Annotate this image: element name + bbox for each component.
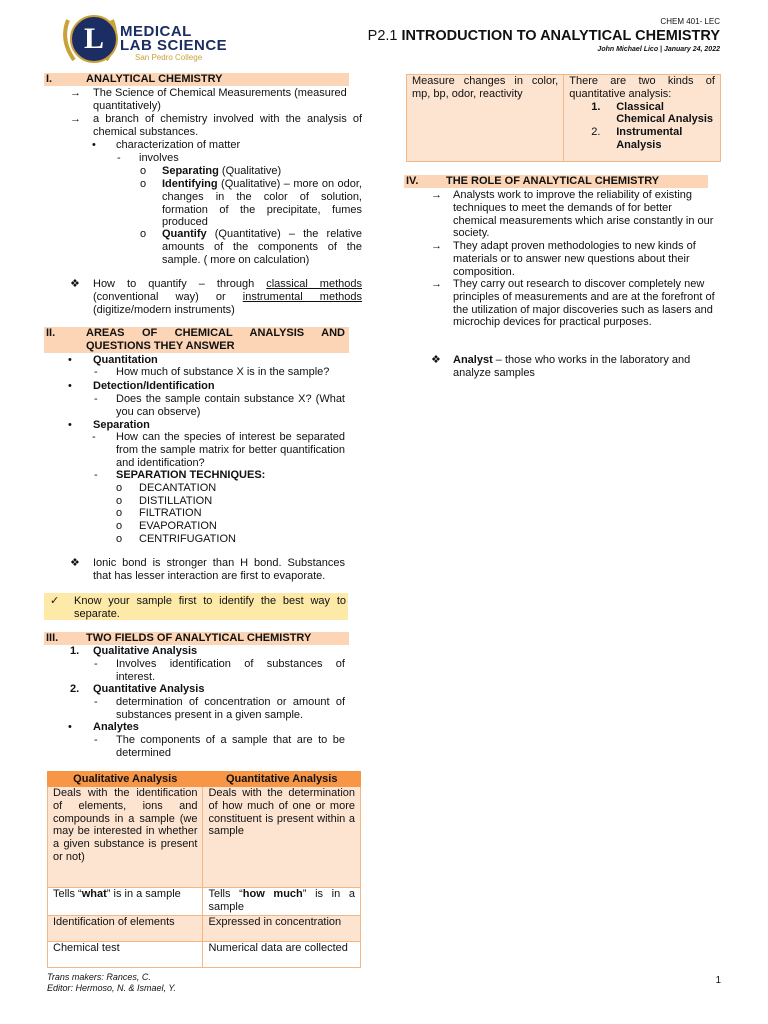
comparison-table bbox=[47, 771, 361, 968]
table-cell bbox=[564, 75, 721, 162]
bullet-icon: • bbox=[68, 354, 72, 366]
s1-bullet-2: a branch of chemistry involved with the analysis of chemical substances. bbox=[93, 113, 362, 138]
s2-quantitation-desc: How much of substance X is in the sample? bbox=[116, 366, 330, 378]
circle-bullet-icon: o bbox=[116, 507, 123, 520]
table-row bbox=[48, 941, 361, 967]
list-num: 1. bbox=[591, 100, 601, 113]
footer-trans-makers: Trans makers: Rances, C. bbox=[47, 972, 151, 982]
table-cell: Measure changes in color, mp, bp, odor, reactivity bbox=[407, 75, 564, 162]
dash-icon: - bbox=[94, 696, 98, 708]
section-num: II. bbox=[46, 327, 56, 339]
s4-bullet-1: Analysts work to improve the reliability of existing techniques to meet the demands of for better chemical measurements which arise constantly in our society. bbox=[453, 189, 714, 240]
s1-dash-1: involves bbox=[139, 152, 179, 164]
text: Tells “ bbox=[208, 888, 243, 900]
logo-sub: San Pedro College bbox=[135, 53, 203, 62]
section-num: I. bbox=[46, 73, 53, 85]
circle-bullet-icon: o bbox=[116, 532, 123, 545]
circle-bullet-icon: o bbox=[140, 178, 147, 190]
section-3-header bbox=[44, 632, 349, 645]
section-title: AREAS OF CHEMICAL ANALYSIS AND QUESTIONS THEY ANSWER bbox=[86, 327, 345, 352]
section-title: TWO FIELDS OF ANALYTICAL CHEMISTRY bbox=[86, 632, 312, 644]
bullet-icon: • bbox=[68, 380, 72, 392]
section-num: IV. bbox=[406, 175, 419, 187]
callout-text: Know your sample first to identify the best way to separate. bbox=[74, 595, 346, 620]
dash-icon: - bbox=[94, 393, 98, 405]
text: Classical Chemical Analysis bbox=[616, 100, 714, 126]
list-item bbox=[569, 101, 715, 127]
term-desc: (Qualitative) – more on odor, changes in the color of solution, formation of the precipitate, fumes produced bbox=[162, 178, 362, 229]
table-cell: Deals with the determination of how much of one or more constituent is present within a sample bbox=[203, 787, 361, 888]
technique-item: DISTILLATION bbox=[139, 494, 213, 507]
bullet-icon: • bbox=[92, 139, 96, 151]
table-cell bbox=[48, 888, 203, 916]
arrow-icon: → bbox=[70, 113, 81, 125]
s3-field-2: Quantitative Analysis bbox=[93, 683, 205, 695]
dash-icon: - bbox=[94, 366, 98, 378]
text: ” is in a sample bbox=[106, 888, 181, 900]
term-desc: (Qualitative) bbox=[218, 165, 282, 177]
s2-detection: Detection/Identification bbox=[93, 380, 215, 392]
term: Identifying bbox=[162, 178, 218, 190]
s2-detection-desc: Does the sample contain substance X? (What you can observe) bbox=[116, 393, 345, 418]
circle-bullet-icon: o bbox=[116, 494, 123, 507]
table-row bbox=[48, 888, 361, 916]
footer-credits bbox=[47, 972, 176, 994]
term-desc: (Quantitative) – the relative amounts of the components of the sample. ( more on calculation) bbox=[162, 228, 362, 266]
list-num: 1. bbox=[70, 645, 80, 657]
table-header-row bbox=[48, 772, 361, 787]
term-desc: – those who works in the laboratory and analyze samples bbox=[453, 354, 691, 379]
quantitative-kinds-table bbox=[406, 74, 721, 162]
table-row bbox=[407, 75, 721, 162]
s2-separation-desc: How can the species of interest be separated from the sample matrix for better quantification and identification? bbox=[116, 431, 345, 469]
s2-techniques-title: SEPARATION TECHNIQUES: bbox=[116, 469, 266, 481]
bullet-icon: • bbox=[68, 419, 72, 431]
s1-sub-1: characterization of matter bbox=[116, 139, 241, 151]
diamond-icon: ❖ bbox=[431, 354, 441, 366]
footer-editor: Editor: Hermoso, N. & Ismael, Y. bbox=[47, 983, 177, 993]
text: ” is in a sample bbox=[208, 888, 355, 913]
table-row bbox=[48, 787, 361, 888]
bullet-icon: • bbox=[68, 721, 72, 733]
list-num: 2. bbox=[70, 683, 80, 695]
logo-letter: L bbox=[70, 15, 118, 63]
list-item bbox=[569, 126, 715, 152]
text: (conventional way) or bbox=[93, 290, 243, 303]
table-header: Qualitative Analysis bbox=[48, 772, 203, 787]
underlined-term: classical methods bbox=[266, 278, 362, 290]
dash-icon: - bbox=[117, 152, 121, 164]
dash-icon: - bbox=[94, 469, 98, 481]
diamond-icon: ❖ bbox=[70, 557, 80, 569]
term: Quantify bbox=[162, 228, 207, 240]
technique-item: FILTRATION bbox=[139, 507, 202, 520]
table-cell: Chemical test bbox=[48, 941, 203, 967]
s2-quantitation: Quantitation bbox=[93, 354, 158, 366]
section-num: III. bbox=[46, 632, 59, 644]
section-2-header bbox=[44, 327, 349, 353]
s3-field-1: Qualitative Analysis bbox=[93, 645, 198, 657]
table-cell: Identification of elements bbox=[48, 915, 203, 941]
author-date: John Michael Lico | January 24, 2022 bbox=[597, 46, 720, 53]
table-row bbox=[48, 915, 361, 941]
dash-icon: - bbox=[94, 658, 98, 670]
term: Analyst bbox=[453, 354, 493, 366]
course-code: CHEM 401- LEC bbox=[660, 17, 720, 26]
technique-item: CENTRIFUGATION bbox=[139, 532, 236, 545]
section-title: ANALYTICAL CHEMISTRY bbox=[86, 73, 223, 85]
arrow-icon: → bbox=[70, 87, 81, 99]
table-header: Quantitative Analysis bbox=[203, 772, 361, 787]
text: how much bbox=[242, 888, 303, 900]
s1-item-identifying bbox=[162, 178, 362, 229]
s1-bullet-1: The Science of Chemical Measurements (measured quantitatively) bbox=[93, 87, 347, 112]
logo-line1: MEDICAL bbox=[120, 23, 192, 40]
dash-icon: - bbox=[94, 734, 98, 746]
text: Instrumental Analysis bbox=[616, 126, 683, 151]
s1-item-separating bbox=[162, 165, 362, 178]
diamond-icon: ❖ bbox=[70, 278, 80, 290]
page-number: 1 bbox=[715, 975, 721, 986]
logo-line2: LAB SCIENCE bbox=[120, 37, 228, 54]
table-cell: Expressed in concentration bbox=[203, 915, 361, 941]
circle-bullet-icon: o bbox=[140, 165, 147, 177]
text: what bbox=[81, 888, 107, 900]
text: How to quantify – through bbox=[93, 278, 267, 290]
circle-bullet-icon: o bbox=[116, 520, 123, 533]
circle-bullet-icon: o bbox=[116, 482, 123, 494]
arrow-icon: → bbox=[431, 278, 442, 290]
technique-item: EVAPORATION bbox=[139, 520, 217, 533]
arrow-icon: → bbox=[431, 189, 442, 201]
title-main: INTRODUCTION TO ANALYTICAL CHEMISTRY bbox=[401, 28, 720, 44]
s4-bullet-3: They carry out research to discover completely new principles of measurements and are at the forefront of the utilization of major discoveries such as lasers and microchip devices for practical purposes. bbox=[453, 278, 715, 329]
page-title bbox=[368, 28, 720, 44]
table-cell: Deals with the identification of elements, ions and compounds in a sample (we may be interested in whether a given substance is present or not) bbox=[48, 787, 203, 888]
arrow-icon: → bbox=[431, 240, 442, 252]
circle-bullet-icon: o bbox=[140, 228, 147, 240]
text: Tells “ bbox=[53, 888, 82, 900]
s3-field-1-desc: Involves identification of substances of interest. bbox=[116, 658, 345, 683]
s4-bullet-2: They adapt proven methodologies to new kinds of materials or to answer new questions about their composition. bbox=[453, 240, 696, 278]
check-icon: ✓ bbox=[50, 595, 60, 607]
s3-analytes: Analytes bbox=[93, 721, 139, 733]
s2-ionic-note: Ionic bond is stronger than H bond. Substances that has lesser interaction are first to evaporate. bbox=[93, 557, 345, 582]
list-num: 2. bbox=[591, 126, 601, 139]
s3-analytes-desc: The components of a sample that are to be determined bbox=[116, 734, 345, 759]
s3-field-2-desc: determination of concentration or amount of substances present in a given sample. bbox=[116, 696, 345, 721]
text: (digitize/modern instruments) bbox=[93, 303, 235, 316]
section-4-header bbox=[404, 175, 708, 188]
dash-icon: - bbox=[92, 431, 96, 443]
s2-separation: Separation bbox=[93, 419, 150, 431]
s1-item-quantify bbox=[162, 228, 362, 266]
underlined-term: instrumental methods bbox=[242, 290, 362, 303]
table-cell bbox=[203, 888, 361, 916]
technique-item: DECANTATION bbox=[139, 482, 217, 494]
table-cell: Numerical data are collected bbox=[203, 941, 361, 967]
text: There are two kinds of quantitative analysis: bbox=[569, 75, 715, 100]
s1-how-to-quantify bbox=[93, 278, 362, 316]
s4-analyst bbox=[453, 354, 715, 380]
title-prefix: P2.1 bbox=[367, 28, 402, 44]
section-1-header bbox=[44, 73, 349, 86]
section-title: THE ROLE OF ANALYTICAL CHEMISTRY bbox=[446, 175, 660, 187]
term: Separating bbox=[162, 165, 219, 177]
